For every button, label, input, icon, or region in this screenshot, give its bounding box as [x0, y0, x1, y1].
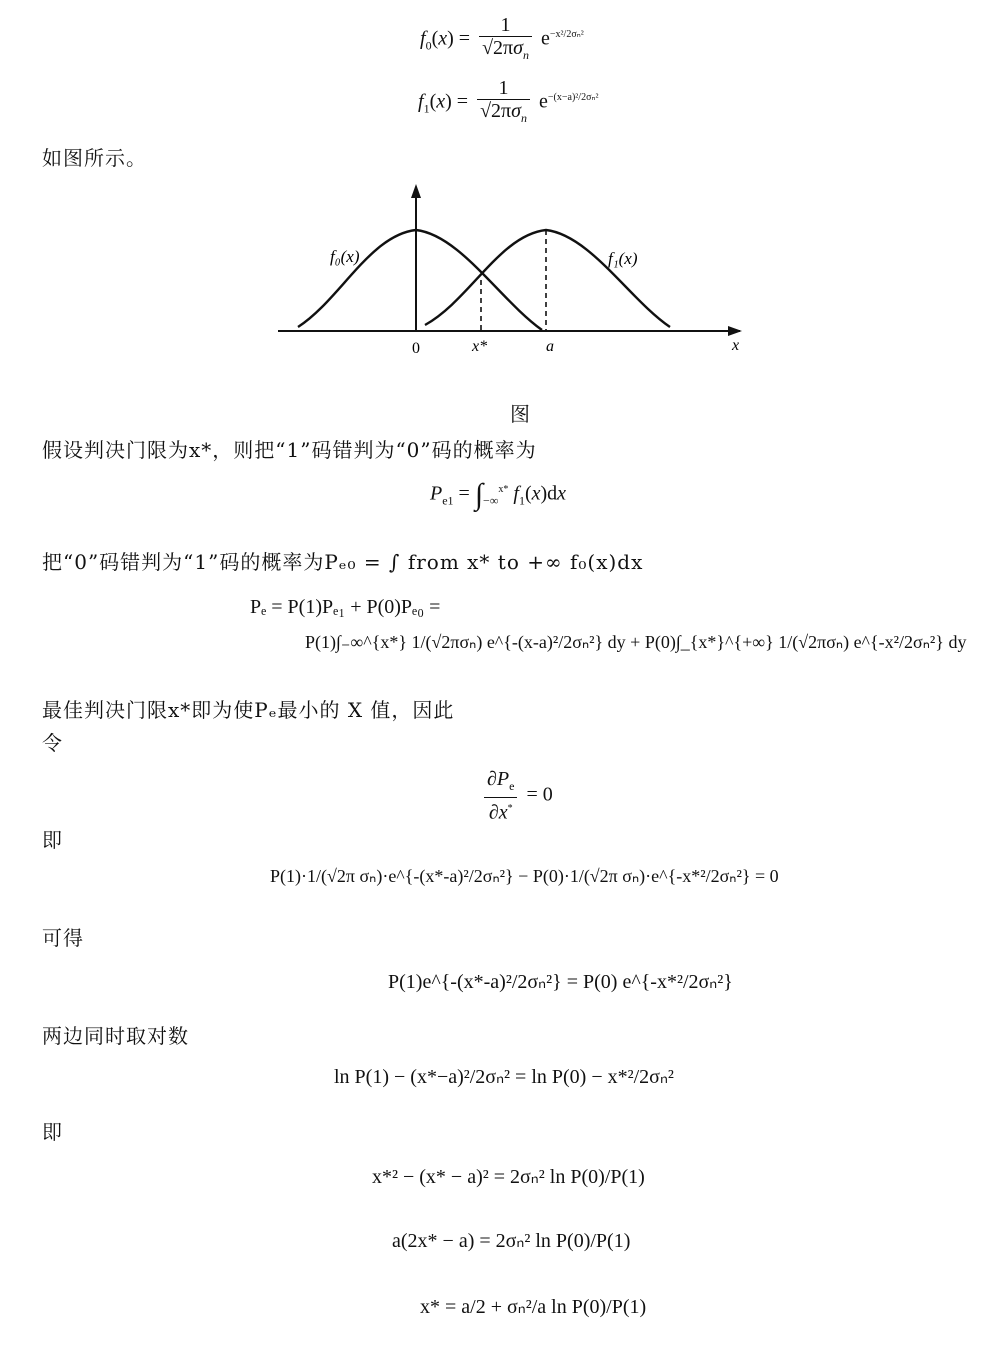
text-pe0: 把“0”码错判为“1”码的概率为Pₑ₀ = ∫ from x* to +∞ f₀(x)dx	[42, 550, 644, 574]
gaussian-figure	[270, 180, 760, 400]
y-axis-arrow	[411, 184, 421, 198]
figure-caption: 图	[510, 402, 530, 426]
tick-a: a	[546, 338, 554, 355]
tick-0: 0	[412, 340, 420, 357]
equation-pe-line1: Pₑ = P(1)Pₑ₁ + P(0)Pₑ₀ =	[250, 596, 441, 618]
text-threshold: 假设判决门限为x*，则把“1”码错判为“0”码的概率为	[42, 438, 537, 462]
equation-ln: ln P(1) − (x*−a)²/2σₙ² = ln P(0) − x*²/2σₙ²	[334, 1066, 674, 1088]
equation-condition: P(1)·1/(√2π σₙ)·e^{-(x*-a)²/2σₙ²} − P(0)·1/(√2π σₙ)·e^{-x*²/2σₙ²} = 0	[270, 866, 779, 886]
label-f1: f₁(x)	[608, 249, 638, 268]
text-as-shown: 如图所示。	[42, 146, 147, 170]
equation-f0: $f_0(x)$ = $\frac{1}{√2\pi\sigma_n}$ $e^{-x^2/2\sigma_n^2}$	[420, 14, 584, 62]
text-ji-1: 即	[42, 828, 63, 852]
equation-pe-line2: P(1)∫₋∞^{x*} 1/(√2πσₙ) e^{-(x-a)²/2σₙ²} dy + P(0)∫_{x*}^{+∞} 1/(√2πσₙ) e^{-x²/2σₙ²} dy	[305, 632, 967, 652]
text-ling: 令	[42, 731, 63, 755]
text-log: 两边同时取对数	[42, 1024, 189, 1048]
tick-x: x	[732, 337, 740, 354]
curve-f1	[425, 230, 670, 327]
tick-xstar: x*	[472, 338, 488, 355]
equation-pe1: $P_{e1} = \int_{-\infty}^{x*}$ $f_1(x)dx$	[430, 478, 567, 511]
label-f0: f₀(x)	[330, 247, 360, 266]
x-axis-arrow	[728, 326, 742, 336]
equation-deriv: $\frac{\partial P_e}{\partial x^*}$ = 0	[480, 768, 553, 824]
curve-f0	[298, 230, 542, 330]
text-kede: 可得	[42, 926, 84, 950]
text-ji-2: 即	[42, 1120, 63, 1144]
equation-result-3: x* = a/2 + σₙ²/a ln P(0)/P(1)	[420, 1296, 647, 1318]
text-best: 最佳判决门限x*即为使Pₑ最小的 X 值，因此	[42, 698, 455, 722]
equation-result-2: a(2x* − a) = 2σₙ² ln P(0)/P(1)	[392, 1230, 631, 1252]
equation-equal: P(1)e^{-(x*-a)²/2σₙ²} = P(0) e^{-x*²/2σₙ²}	[388, 971, 733, 993]
equation-result-1: x*² − (x* − a)² = 2σₙ² ln P(0)/P(1)	[372, 1166, 645, 1188]
equation-f1: $f_1(x)$ = $\frac{1}{√2\pi\sigma_n}$ $e^{-(x-a)^2/2\sigma_n^2}$	[418, 77, 599, 125]
